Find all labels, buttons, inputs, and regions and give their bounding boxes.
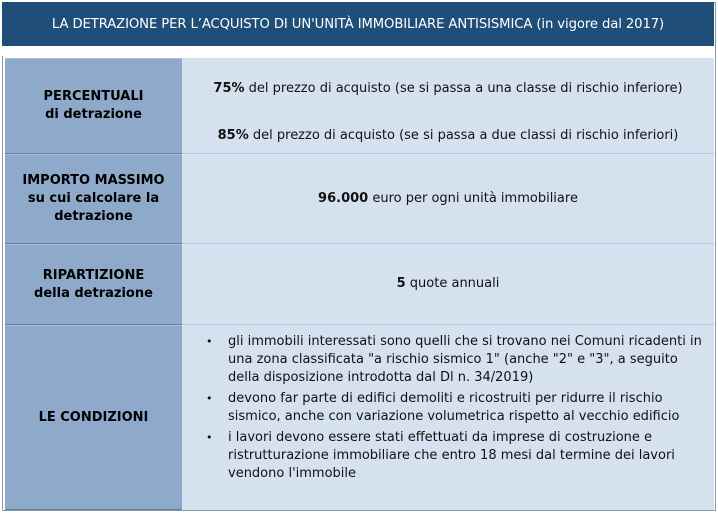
percentuali-item-85-value: 85% [217,128,249,143]
label-percentuali-line1: PERCENTUALI [43,89,144,104]
title-gap [2,46,714,56]
importo-amount: 96.000 [318,190,369,206]
table-title-text: LA DETRAZIONE PER L’ACQUISTO DI UN'UNITÀ IMMOBILIARE ANTISISMICA (in vigore dal 2017) [51,16,665,32]
label-ripartizione [5,244,182,325]
condizione-text: gli immobili interessati sono quelli che si trovano nei Comuni ricadenti in una zona classificata "a rischio sismico 1" (anche "2" e "3", a seguito della disposizione introdotta dal Dl n. 34/2019) [228,334,702,385]
label-condizioni [5,325,182,510]
ripartizione-text: quote annuali [405,276,500,291]
label-ripartizione-line2: della detrazione [34,285,153,301]
list-item [202,333,702,387]
value-percentuali [182,58,714,154]
table-title [2,2,714,46]
percentuali-item-75-text: del prezzo di acquisto (se si passa a una classe di rischio inferiore) [244,81,683,96]
bullet-icon: • [206,392,213,405]
condizioni-list [202,333,702,486]
condizione-text: i lavori devono essere stati effettuati da imprese di costruzione e ristrutturazione immobiliare che entro 18 mesi dal termine dei lavori vendono l'immobile [228,430,675,481]
percentuali-item-85-text: del prezzo di acquisto (se si passa a due classi di rischio inferiori) [248,128,679,143]
percentuali-item-75 [182,80,714,98]
importo-text: euro per ogni unità immobiliare [368,190,578,206]
percentuali-item-85 [182,127,714,145]
percentuali-item-75-value: 75% [213,81,245,96]
bullet-icon: • [206,431,213,444]
label-ripartizione-line1: RIPARTIZIONE [42,267,145,283]
label-importo [5,154,182,244]
label-importo-line2: su cui calcolare la [27,191,160,206]
label-condizioni-text: LE CONDIZIONI [38,409,149,425]
list-item [202,390,702,426]
value-ripartizione [182,244,714,325]
value-importo [182,154,714,244]
list-item [202,429,702,483]
label-percentuali-line2: di detrazione [45,107,142,122]
bullet-icon: • [206,335,213,348]
condizione-text: devono far parte di edifici demoliti e ricostruiti per ridurre il rischio sismico, anche con variazione volumetrica rispetto al vecchio edificio [228,391,680,424]
value-condizioni [182,325,714,510]
ripartizione-count: 5 [396,276,406,291]
label-percentuali [5,58,182,154]
label-importo-line1: IMPORTO MASSIMO [22,173,165,188]
label-importo-line3: detrazione [54,209,133,224]
